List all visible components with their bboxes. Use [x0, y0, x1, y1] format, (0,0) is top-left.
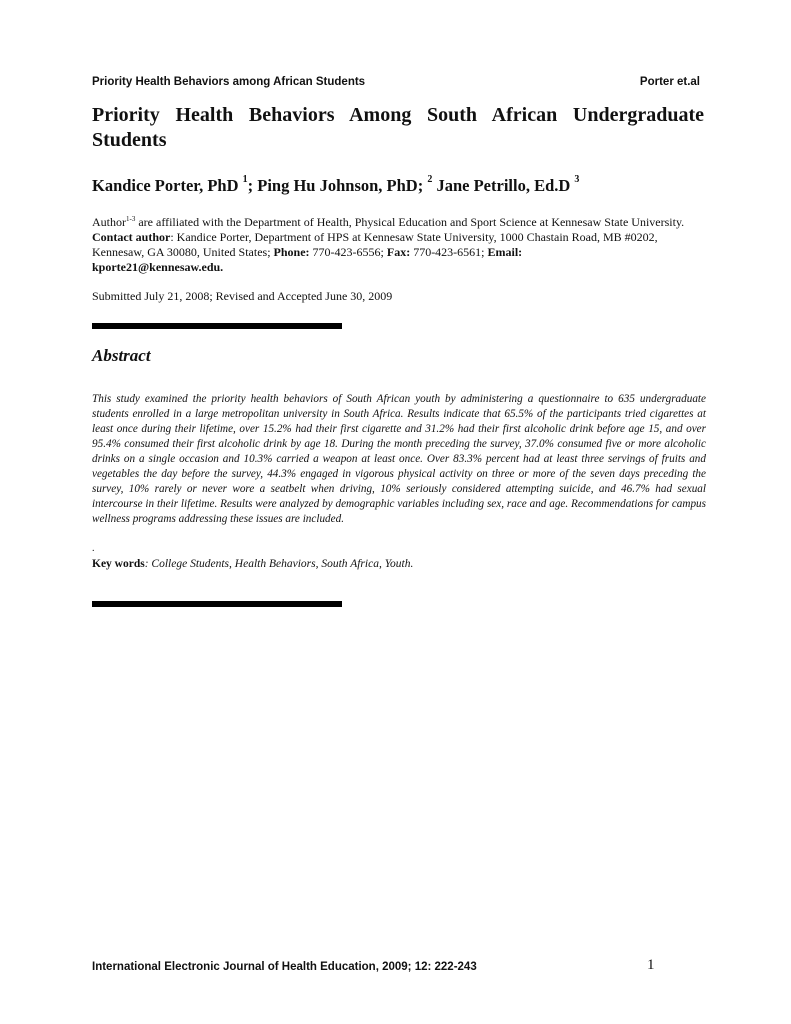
footer-journal-citation: International Electronic Journal of Health Education, 2009; 12: 222-243 — [92, 961, 477, 973]
affiliation-paragraph — [92, 212, 704, 275]
author-affiliation-mark: 3 — [574, 174, 580, 185]
article-title: Priority Health Behaviors Among South African Undergraduate Students — [92, 104, 704, 151]
divider-rule-bottom — [92, 601, 342, 607]
running-header — [92, 76, 700, 92]
keywords-label: Key words — [92, 558, 145, 570]
stray-mark: . — [92, 543, 95, 554]
contact-author-text: : Kandice Porter, Department of HPS at Kennesaw State University, 1000 Chastain Road, MB #0202, Kennesaw, GA 30080, United States; — [92, 230, 658, 259]
contact-author-label: Contact author — [92, 230, 171, 244]
email-link[interactable]: kporte21@kennesaw.edu. — [92, 260, 224, 274]
submission-dates: Submitted July 21, 2008; Revised and Accepted June 30, 2009 — [92, 289, 393, 303]
phone-label: Phone: — [273, 245, 310, 259]
author-name: Jane Petrillo, Ed.D — [436, 176, 571, 195]
affiliation-sup: 1-3 — [126, 215, 136, 223]
author-list — [92, 176, 704, 196]
author-affiliation-mark: 2 — [427, 174, 433, 185]
keywords-text: : College Students, Health Behaviors, South Africa, Youth. — [144, 558, 414, 570]
page-number: 1 — [647, 957, 655, 973]
affiliation-text: are affiliated with the Department of Health, Physical Education and Sport Science at Kennesaw State University. — [135, 215, 685, 229]
author-affiliation-mark: 1 — [242, 174, 248, 185]
abstract-text: This study examined the priority health behaviors of South African youth by administering a questionnaire to 635 undergraduate students enrolled in a large metropolitan university in South Africa. Results indicate that 65.5% of the participants tried cigarettes at least once during their lifetime, over 15.2% had their first cigarette and 31.2% had their first alcoholic drink before age 15, and over 95.4% consumed their first alcoholic drink by age 18. During the month preceding the survey, 37.0% consumed five or more alcoholic drinks on a single occasion and 10.3% carried a weapon at least once. Over 83.3% percent had at least three servings of fruits and vegetables the day before the survey, 44.3% engaged in vigorous physical activity on three or more of the seven days preceding the survey, 10% rarely or never wore a seatbelt when driving, 10% seriously considered attempting suicide, and 46.7% had sexual intercourse in their lifetime. Results were analyzed by demographic variables including sex, race and age. Recommendations for campus wellness programs addressing these issues are included. — [92, 393, 706, 525]
author-name: Kandice Porter, PhD — [92, 176, 239, 195]
affiliation-prefix: Author — [92, 215, 126, 229]
phone-number: 770-423-6556; — [309, 245, 387, 259]
author-name: Ping Hu Johnson, PhD; — [257, 176, 424, 195]
fax-number: 770-423-6561; — [410, 245, 488, 259]
running-authors: Porter et.al — [639, 76, 700, 88]
fax-label: Fax: — [386, 245, 411, 259]
keywords-line — [92, 558, 413, 570]
email-label: Email: — [487, 245, 523, 259]
divider-rule-top — [92, 323, 342, 329]
running-title: Priority Health Behaviors among African Students — [92, 76, 366, 88]
abstract-heading: Abstract — [92, 346, 151, 365]
author-separator: ; — [247, 176, 258, 195]
